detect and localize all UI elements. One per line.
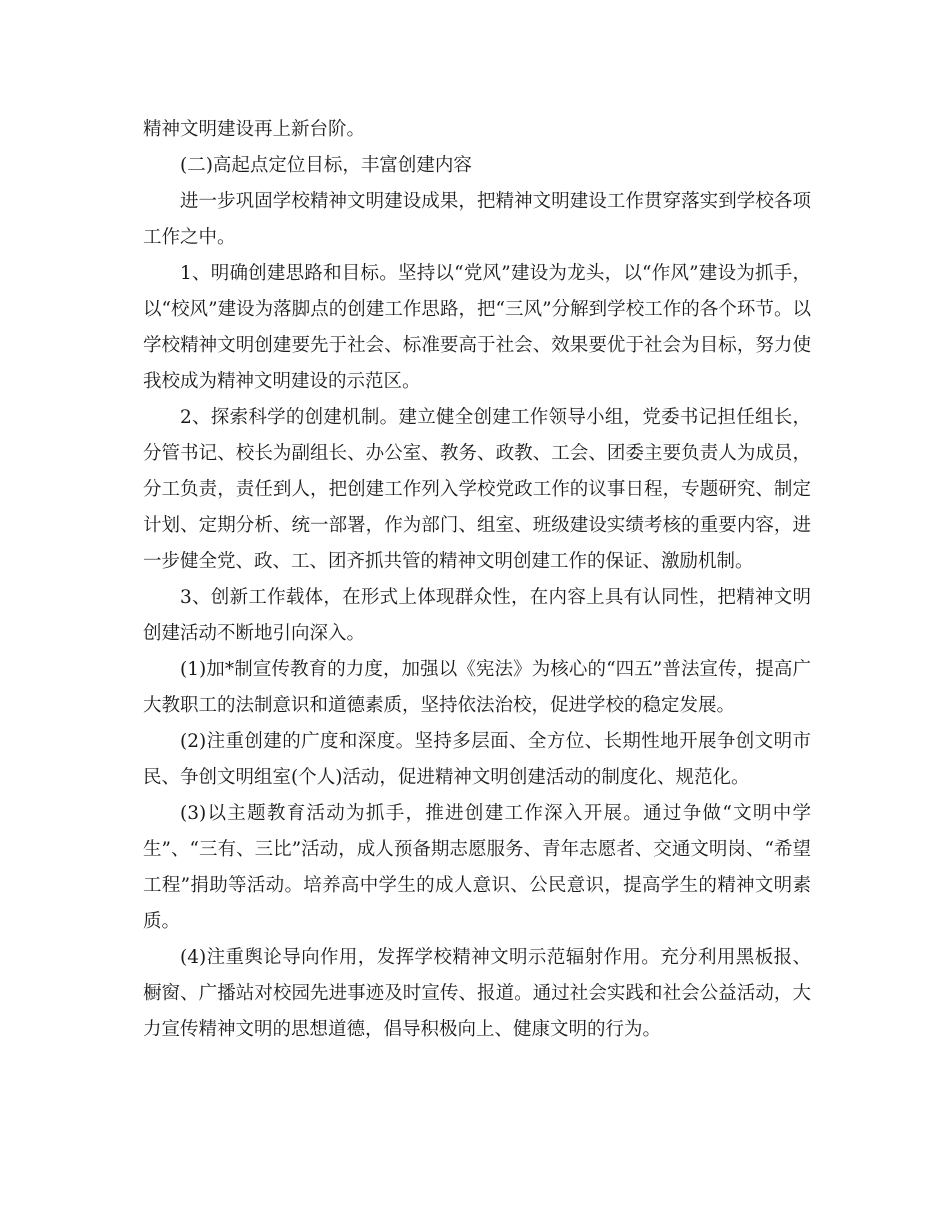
subitem-3-paragraph: (3)以主题教育活动为抓手，推进创建工作深入开展。通过争做“文明中学生”、“三有、三比”活动，成人预备期志愿服务、青年志愿者、交通文明岗、“希望工程”捐助等活动。培养高中学生的成人意识、公民意识，提高学生的精神文明素质。 [143,803,811,932]
subitem-2-paragraph: (2)注重创建的广度和深度。坚持多层面、全方位、长期性地开展争创文明市民、争创文明组室(个人)活动，促进精神文明创建活动的制度化、规范化。 [143,731,811,788]
item-2-paragraph: 2、探索科学的创建机制。建立健全创建工作领导小组，党委书记担任组长，分管书记、校长为副组长、办公室、教务、政教、工会、团委主要负责人为成员，分工负责，责任到人，把创建工作列入学校党政工作的议事日程，专题研究、制定计划、定期分析、统一部署，作为部门、组室、班级建设实绩考核的重要内容，进一步健全党、政、工、团齐抓共管的精神文明创建工作的保证、激励机制。 [143,407,811,572]
paragraph-1: 精神文明建设再上新台阶。 [143,119,366,140]
item-1-paragraph: 1、明确创建思路和目标。坚持以“党风”建设为龙头，以“作风”建设为抓手，以“校风”建设为落脚点的创建工作思路，把“三风”分解到学校工作的各个环节。以学校精神文明创建要先于社会、标准要高于社会、效果要优于社会为目标，努力使我校成为精神文明建设的示范区。 [143,263,811,392]
subitem-1-paragraph: (1)加*制宣传教育的力度，加强以《宪法》为核心的“四五”普法宣传，提高广大教职工的法制意识和道德素质，坚持依法治校，促进学校的稳定发展。 [143,659,811,716]
item-3-paragraph: 3、创新工作载体，在形式上体现群众性，在内容上具有认同性，把精神文明创建活动不断地引向深入。 [143,587,811,644]
section-heading: (二)高起点定位目标，丰富创建内容 [180,155,472,176]
document-body [143,112,811,1048]
subitem-4-paragraph: (4)注重舆论导向作用，发挥学校精神文明示范辐射作用。充分利用黑板报、橱窗、广播站对校园先进事迹及时宣传、报道。通过社会实践和社会公益活动，大力宣传精神文明的思想道德，倡导积极向上、健康文明的行为。 [143,947,811,1040]
paragraph-3: 进一步巩固学校精神文明建设成果，把精神文明建设工作贯穿落实到学校各项工作之中。 [143,191,811,248]
